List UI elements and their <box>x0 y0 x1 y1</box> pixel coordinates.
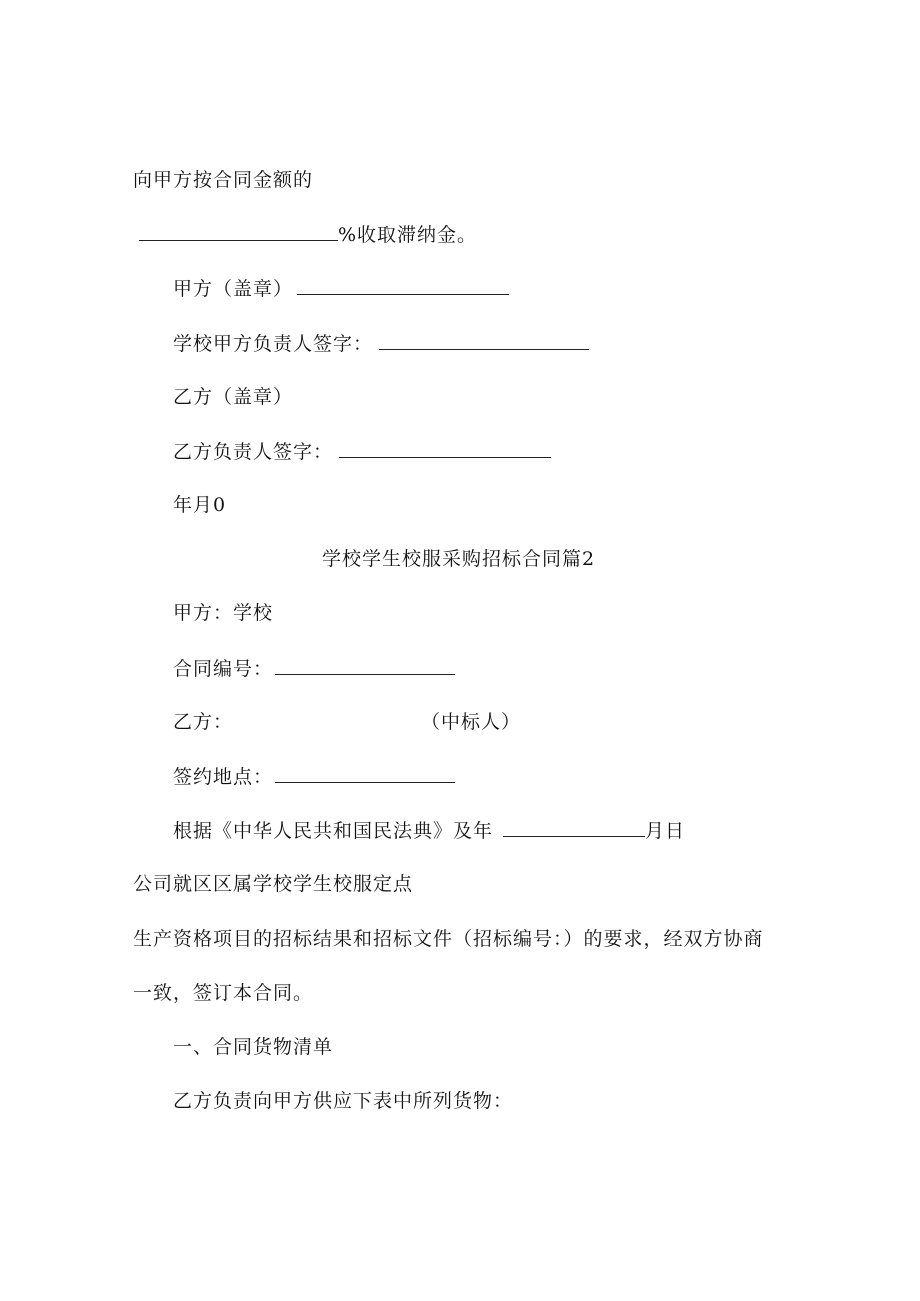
penalty-rate-blank[interactable] <box>139 222 338 241</box>
party-a-seal-line <box>173 276 509 301</box>
sign-place-label: 签约地点： <box>173 766 274 788</box>
party-b-label: 乙方： <box>173 711 234 733</box>
party-b-suffix: （中标人） <box>421 711 522 733</box>
school-signatory-label: 学校甲方负责人签字： <box>173 333 374 355</box>
penalty-rate-line <box>139 222 477 247</box>
party-b-line <box>173 710 521 734</box>
company-line <box>133 872 413 896</box>
company-text: 公司就区区属学校学生校服定点 <box>133 873 414 895</box>
penalty-intro-line <box>133 168 313 192</box>
party-a-line <box>173 601 273 625</box>
requirement-line <box>133 927 764 951</box>
requirement-text: 生产资格项目的招标结果和招标文件（招标编号：）的要求，经双方协商 <box>133 928 764 950</box>
party-a-seal-label: 甲方（盖章） <box>173 278 294 300</box>
supply-text: 乙方负责向甲方供应下表中所列货物： <box>173 1090 514 1112</box>
sign-place-line <box>173 764 455 789</box>
supply-line <box>173 1089 513 1113</box>
penalty-intro-text: 向甲方按合同金额的 <box>133 169 314 191</box>
party-a-text: 甲方：学校 <box>173 602 274 624</box>
basis-line <box>173 818 685 843</box>
agreement-line <box>133 981 313 1005</box>
contract-number-blank[interactable] <box>275 656 455 675</box>
agreement-text: 一致，签订本合同。 <box>133 982 314 1004</box>
penalty-rate-suffix: %收取滞纳金。 <box>338 224 478 246</box>
basis-suffix: 月日 <box>645 820 686 842</box>
party-b-seal-line <box>173 385 293 409</box>
party-b-signatory-line <box>173 439 551 464</box>
date-line <box>173 493 226 517</box>
date-text: 年月0 <box>173 494 227 516</box>
school-signatory-blank[interactable] <box>379 331 589 350</box>
party-b-signatory-label: 乙方负责人签字： <box>173 441 334 463</box>
basis-date-blank[interactable] <box>503 818 645 837</box>
basis-prefix: 根据《中华人民共和国民法典》及年 <box>173 820 494 842</box>
contract-title-text: 学校学生校服采购招标合同篇2 <box>322 548 596 570</box>
party-b-signatory-blank[interactable] <box>339 439 551 458</box>
contract-number-line <box>173 656 455 681</box>
school-signatory-line <box>173 331 589 356</box>
party-a-seal-blank[interactable] <box>297 276 509 295</box>
contract-number-label: 合同编号： <box>173 658 274 680</box>
sign-place-blank[interactable] <box>275 764 455 783</box>
contract-title <box>322 547 595 571</box>
section-heading-text: 一、合同货物清单 <box>173 1036 334 1058</box>
section-heading-goods-list <box>173 1035 333 1059</box>
party-b-seal-label: 乙方（盖章） <box>173 386 294 408</box>
